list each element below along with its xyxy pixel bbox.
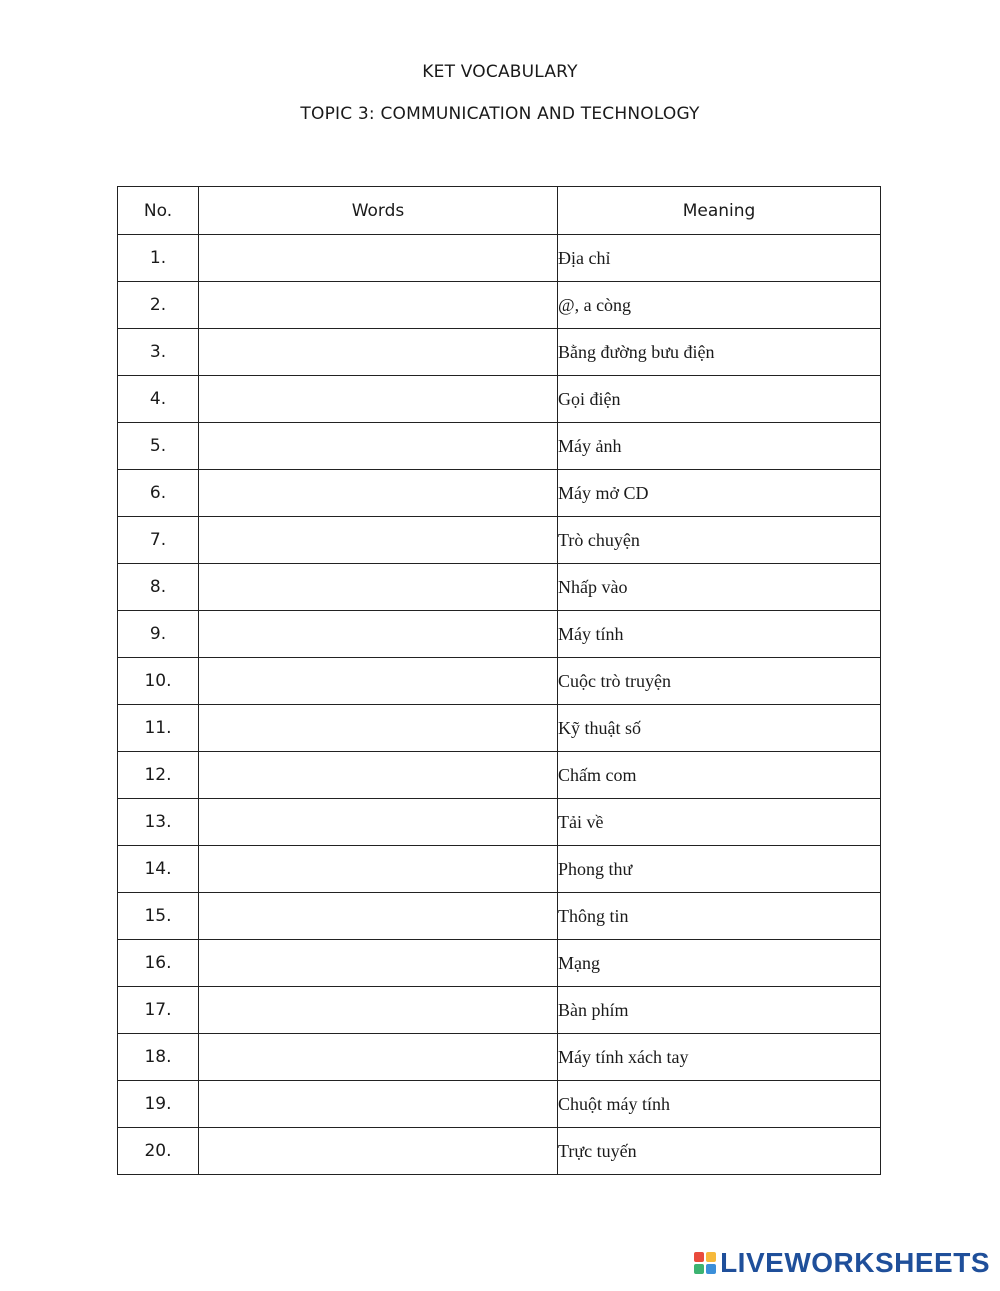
table-row <box>118 423 881 470</box>
table-row <box>118 799 881 846</box>
meaning-cell: Tải về <box>558 799 881 846</box>
table-row <box>118 517 881 564</box>
table-row <box>118 893 881 940</box>
meaning-cell: Phong thư <box>558 846 881 893</box>
table-row <box>118 940 881 987</box>
word-answer-field[interactable] <box>199 658 558 705</box>
meaning-cell: Nhấp vào <box>558 564 881 611</box>
meaning-cell: Máy tính xách tay <box>558 1034 881 1081</box>
meaning-cell: Chuột máy tính <box>558 1081 881 1128</box>
table-row <box>118 1128 881 1175</box>
word-answer-field[interactable] <box>199 705 558 752</box>
meaning-cell: Máy mở CD <box>558 470 881 517</box>
meaning-cell: Thông tin <box>558 893 881 940</box>
table-row <box>118 470 881 517</box>
page-subtitle: TOPIC 3: COMMUNICATION AND TECHNOLOGY <box>300 104 700 124</box>
word-answer-field[interactable] <box>199 376 558 423</box>
row-number: 17. <box>118 987 199 1034</box>
meaning-cell: Máy tính <box>558 611 881 658</box>
table-row <box>118 846 881 893</box>
word-answer-field[interactable] <box>199 940 558 987</box>
column-header-meaning: Meaning <box>558 187 881 235</box>
logo-block <box>694 1252 704 1262</box>
column-header-words: Words <box>199 187 558 235</box>
liveworksheets-logo <box>694 1247 990 1279</box>
table-row <box>118 1081 881 1128</box>
row-number: 3. <box>118 329 199 376</box>
meaning-cell: Trò chuyện <box>558 517 881 564</box>
word-answer-field[interactable] <box>199 1081 558 1128</box>
row-number: 19. <box>118 1081 199 1128</box>
row-number: 14. <box>118 846 199 893</box>
row-number: 1. <box>118 235 199 282</box>
word-answer-field[interactable] <box>199 752 558 799</box>
word-answer-field[interactable] <box>199 329 558 376</box>
table-row <box>118 987 881 1034</box>
row-number: 9. <box>118 611 199 658</box>
meaning-cell: Trực tuyến <box>558 1128 881 1175</box>
row-number: 16. <box>118 940 199 987</box>
word-answer-field[interactable] <box>199 846 558 893</box>
word-answer-field[interactable] <box>199 1034 558 1081</box>
table-row <box>118 705 881 752</box>
meaning-cell: Bằng đường bưu điện <box>558 329 881 376</box>
table-row <box>118 564 881 611</box>
meaning-cell: Địa chỉ <box>558 235 881 282</box>
table-row <box>118 752 881 799</box>
table-row <box>118 611 881 658</box>
table-row <box>118 658 881 705</box>
word-answer-field[interactable] <box>199 282 558 329</box>
logo-block <box>694 1264 704 1274</box>
logo-text: LIVEWORKSHEETS <box>720 1247 990 1278</box>
meaning-cell: Bàn phím <box>558 987 881 1034</box>
word-answer-field[interactable] <box>199 517 558 564</box>
row-number: 11. <box>118 705 199 752</box>
table-row <box>118 282 881 329</box>
word-answer-field[interactable] <box>199 893 558 940</box>
table-row <box>118 329 881 376</box>
row-number: 2. <box>118 282 199 329</box>
table-row <box>118 1034 881 1081</box>
row-number: 12. <box>118 752 199 799</box>
word-answer-field[interactable] <box>199 1128 558 1175</box>
row-number: 8. <box>118 564 199 611</box>
logo-block <box>706 1264 716 1274</box>
row-number: 10. <box>118 658 199 705</box>
meaning-cell: Chấm com <box>558 752 881 799</box>
row-number: 5. <box>118 423 199 470</box>
meaning-cell: Kỹ thuật số <box>558 705 881 752</box>
row-number: 4. <box>118 376 199 423</box>
row-number: 15. <box>118 893 199 940</box>
meaning-cell: @, a còng <box>558 282 881 329</box>
word-answer-field[interactable] <box>199 799 558 846</box>
word-answer-field[interactable] <box>199 470 558 517</box>
page-title: KET VOCABULARY <box>422 62 578 82</box>
word-answer-field[interactable] <box>199 423 558 470</box>
word-answer-field[interactable] <box>199 235 558 282</box>
meaning-cell: Cuộc trò truyện <box>558 658 881 705</box>
meaning-cell: Mạng <box>558 940 881 987</box>
vocabulary-table <box>117 186 881 1175</box>
row-number: 6. <box>118 470 199 517</box>
row-number: 20. <box>118 1128 199 1175</box>
table-row <box>118 376 881 423</box>
word-answer-field[interactable] <box>199 564 558 611</box>
column-header-no: No. <box>118 187 199 235</box>
table-body <box>118 235 881 1175</box>
row-number: 7. <box>118 517 199 564</box>
row-number: 18. <box>118 1034 199 1081</box>
word-answer-field[interactable] <box>199 611 558 658</box>
word-answer-field[interactable] <box>199 987 558 1034</box>
meaning-cell: Gọi điện <box>558 376 881 423</box>
meaning-cell: Máy ảnh <box>558 423 881 470</box>
logo-blocks-icon <box>694 1252 716 1274</box>
table-row <box>118 235 881 282</box>
logo-block <box>706 1252 716 1262</box>
table-header-row <box>118 187 881 235</box>
row-number: 13. <box>118 799 199 846</box>
